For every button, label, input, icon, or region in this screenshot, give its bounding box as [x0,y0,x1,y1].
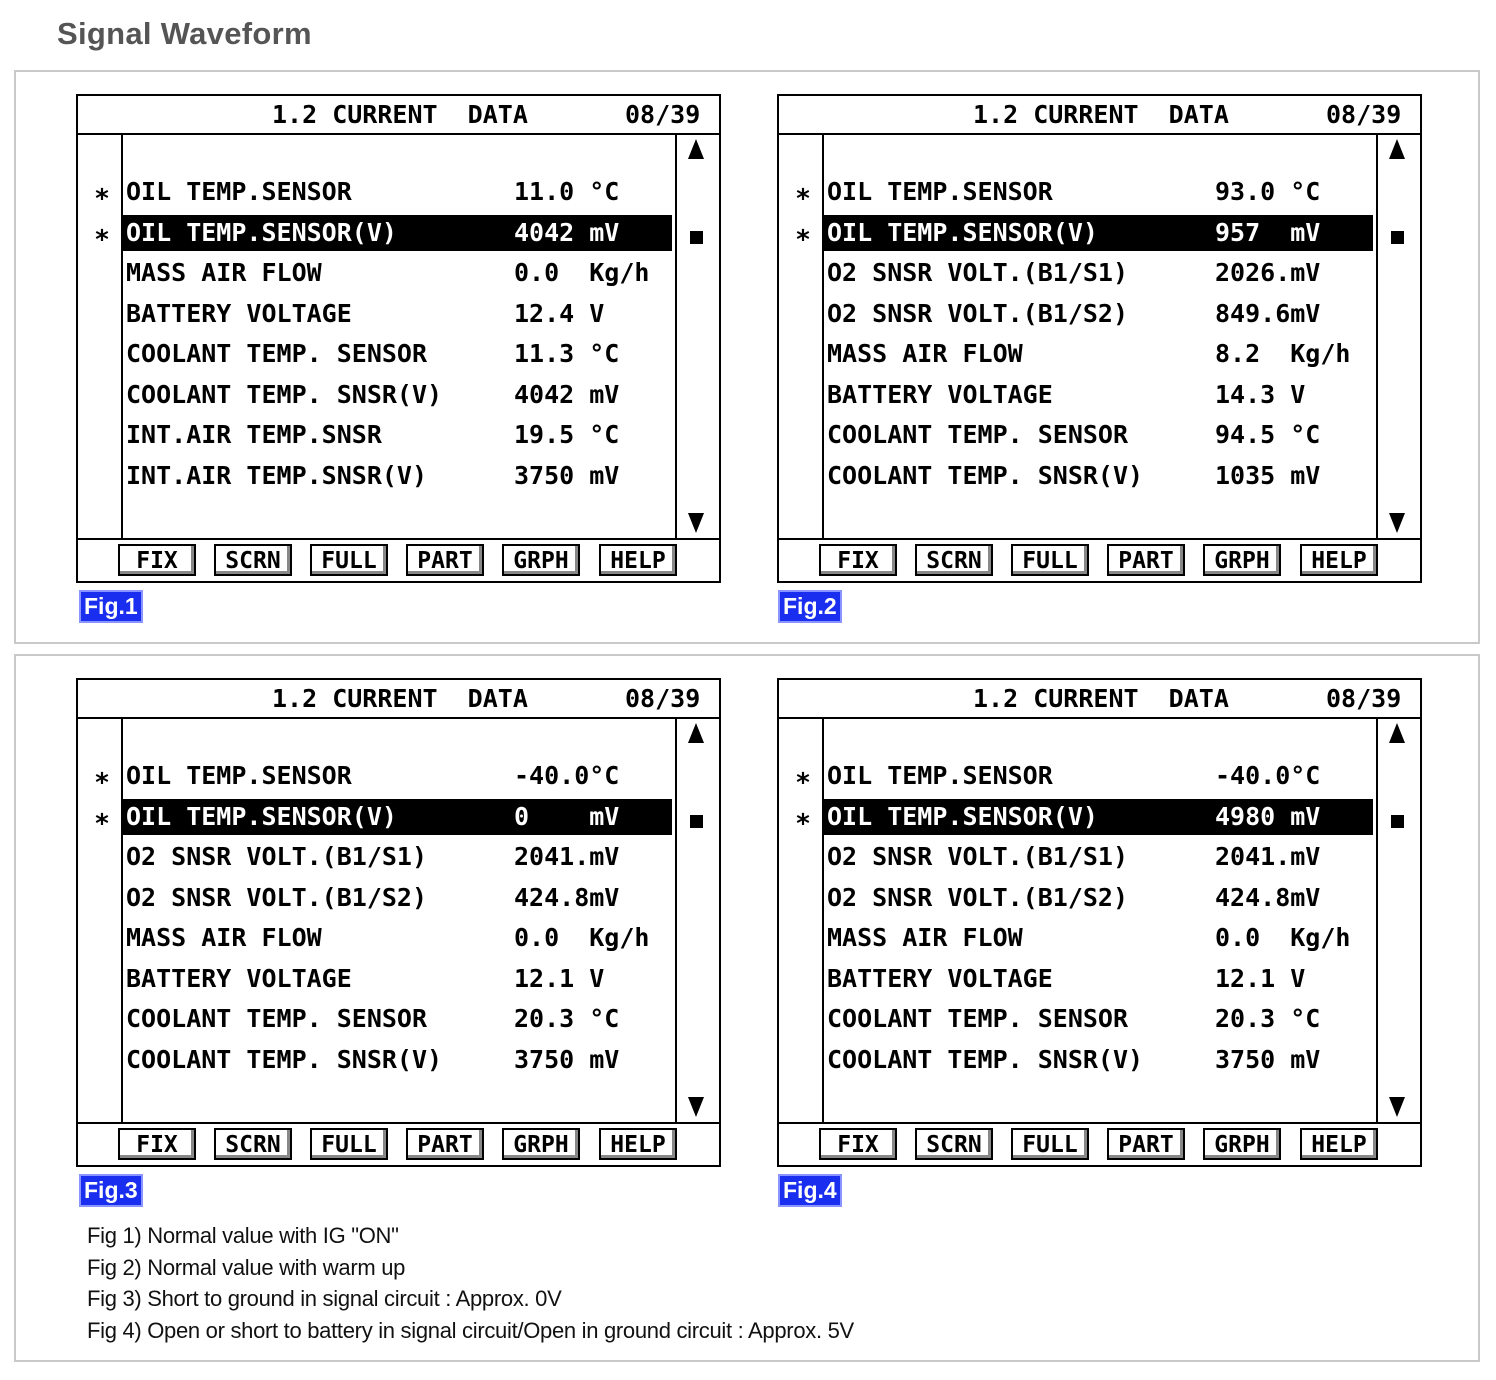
param-label: COOLANT TEMP. SENSOR [126,1004,428,1033]
param-value: 20.3 °C [514,1004,620,1033]
full-button[interactable]: FULL [1011,544,1089,576]
grph-button[interactable]: GRPH [1203,1128,1281,1160]
part-button[interactable]: PART [406,544,484,576]
note-4: Fig 4) Open or short to battery in signal circuit/Open in ground circuit : Approx. 5V [87,1317,854,1343]
function-bar [779,1122,1420,1167]
param-value: 0.0 Kg/h [514,258,650,287]
table-row[interactable] [123,880,672,916]
table-row[interactable] [123,336,672,372]
help-button[interactable]: HELP [599,1128,677,1160]
param-label: OIL TEMP.SENSOR [827,177,1053,206]
notes [87,1220,854,1346]
param-label: O2 SNSR VOLT.(B1/S2) [827,883,1129,912]
param-value: 4980 mV [1215,802,1321,831]
table-row[interactable] [123,215,672,251]
table-row[interactable] [824,1001,1373,1037]
param-label: MASS AIR FLOW [827,339,1023,368]
full-button[interactable]: FULL [310,544,388,576]
scroll-up-arrow-icon[interactable] [686,137,706,161]
panel-header [779,96,1420,135]
selected-marker: ∗ [795,220,811,250]
help-button[interactable]: HELP [1300,544,1378,576]
table-row[interactable] [824,255,1373,291]
current-data-panel [777,678,1422,1167]
table-row[interactable] [824,920,1373,956]
scroll-thumb[interactable] [1391,231,1404,244]
divider [675,135,677,538]
table-row[interactable] [123,417,672,453]
panel-title: 1.2 CURRENT DATA [973,684,1229,713]
table-row[interactable] [824,1042,1373,1078]
param-value: 8.2 Kg/h [1215,339,1351,368]
full-button[interactable]: FULL [1011,1128,1089,1160]
selected-marker: ∗ [795,179,811,209]
note-1: Fig 1) Normal value with IG "ON" [87,1223,399,1248]
param-label: COOLANT TEMP. SNSR(V) [827,461,1144,490]
param-value: 14.3 V [1215,380,1306,409]
function-bar [78,1122,719,1167]
table-row[interactable] [824,377,1373,413]
selected-marker: ∗ [94,804,110,834]
param-label: O2 SNSR VOLT.(B1/S2) [126,883,428,912]
full-button[interactable]: FULL [310,1128,388,1160]
table-row[interactable] [824,215,1373,251]
param-value: 20.3 °C [1215,1004,1321,1033]
scroll-thumb[interactable] [690,231,703,244]
param-value: 11.0 °C [514,177,620,206]
param-value: 0.0 Kg/h [1215,923,1351,952]
page-counter: 08/39 [625,684,701,713]
scroll-up-arrow-icon[interactable] [1387,137,1407,161]
table-row[interactable] [123,839,672,875]
param-label: BATTERY VOLTAGE [126,964,352,993]
scrn-button[interactable]: SCRN [214,544,292,576]
param-label: BATTERY VOLTAGE [126,299,352,328]
param-label: OIL TEMP.SENSOR [126,761,352,790]
table-row[interactable] [123,1001,672,1037]
table-row[interactable] [824,799,1373,835]
param-label: COOLANT TEMP. SNSR(V) [126,380,443,409]
scroll-up-arrow-icon[interactable] [1387,721,1407,745]
param-value: 424.8mV [1215,883,1321,912]
table-row[interactable] [824,174,1373,210]
param-value: 2026.mV [1215,258,1321,287]
param-value: 0 mV [514,802,620,831]
scroll-up-arrow-icon[interactable] [686,721,706,745]
param-value: 424.8mV [514,883,620,912]
function-bar [78,538,719,583]
scroll-down-arrow-icon[interactable] [686,511,706,535]
table-row[interactable] [123,458,672,494]
current-data-panel [76,678,721,1167]
param-value: 1035 mV [1215,461,1321,490]
fix-button[interactable]: FIX [118,1128,196,1160]
param-value: 19.5 °C [514,420,620,449]
table-row[interactable] [123,961,672,997]
param-label: BATTERY VOLTAGE [827,380,1053,409]
scrn-button[interactable]: SCRN [915,1128,993,1160]
figure-label: Fig.3 [79,1174,143,1207]
param-label: OIL TEMP.SENSOR(V) [126,802,397,831]
figure-label: Fig.4 [778,1174,842,1207]
param-value: 12.4 V [514,299,605,328]
table-row[interactable] [824,296,1373,332]
figure-label: Fig.2 [778,590,842,623]
param-value: 0.0 Kg/h [514,923,650,952]
param-value: 3750 mV [1215,1045,1321,1074]
param-label: O2 SNSR VOLT.(B1/S1) [126,842,428,871]
param-label: MASS AIR FLOW [126,258,322,287]
panel-title: 1.2 CURRENT DATA [272,100,528,129]
part-button[interactable]: PART [1107,544,1185,576]
scroll-thumb[interactable] [690,815,703,828]
scroll-thumb[interactable] [1391,815,1404,828]
param-value: 3750 mV [514,1045,620,1074]
param-label: OIL TEMP.SENSOR(V) [827,218,1098,247]
current-data-panel [76,94,721,583]
scroll-down-arrow-icon[interactable] [1387,511,1407,535]
selected-marker: ∗ [94,220,110,250]
param-value: 2041.mV [1215,842,1321,871]
divider [1376,135,1378,538]
param-label: MASS AIR FLOW [126,923,322,952]
panel-header [78,680,719,719]
table-row[interactable] [824,458,1373,494]
param-value: 11.3 °C [514,339,620,368]
divider [1376,719,1378,1122]
param-value: -40.0°C [1215,761,1321,790]
table-row[interactable] [824,336,1373,372]
panel-title: 1.2 CURRENT DATA [973,100,1229,129]
table-row[interactable] [123,920,672,956]
table-row[interactable] [123,758,672,794]
param-value: -40.0°C [514,761,620,790]
scrn-button[interactable]: SCRN [915,544,993,576]
table-row[interactable] [123,296,672,332]
fix-button[interactable]: FIX [118,544,196,576]
table-row[interactable] [123,174,672,210]
param-label: COOLANT TEMP. SENSOR [827,1004,1129,1033]
table-row[interactable] [123,1042,672,1078]
data-list [779,135,1420,538]
param-label: INT.AIR TEMP.SNSR [126,420,382,449]
param-value: 957 mV [1215,218,1321,247]
figure-label: Fig.1 [79,590,143,623]
panel-header [779,680,1420,719]
param-value: 12.1 V [514,964,605,993]
grph-button[interactable]: GRPH [1203,544,1281,576]
function-bar [779,538,1420,583]
param-value: 4042 mV [514,218,620,247]
param-label: COOLANT TEMP. SNSR(V) [126,1045,443,1074]
help-button[interactable]: HELP [1300,1128,1378,1160]
selected-marker: ∗ [795,804,811,834]
param-value: 849.6mV [1215,299,1321,328]
param-label: OIL TEMP.SENSOR(V) [126,218,397,247]
param-label: COOLANT TEMP. SENSOR [827,420,1129,449]
note-2: Fig 2) Normal value with warm up [87,1254,406,1280]
param-value: 4042 mV [514,380,620,409]
page-counter: 08/39 [1326,684,1402,713]
param-value: 93.0 °C [1215,177,1321,206]
grph-button[interactable]: GRPH [502,544,580,576]
current-data-panel [777,94,1422,583]
grph-button[interactable]: GRPH [502,1128,580,1160]
param-label: OIL TEMP.SENSOR [126,177,352,206]
page-title: Signal Waveform [57,16,312,51]
part-button[interactable]: PART [1107,1128,1185,1160]
help-button[interactable]: HELP [599,544,677,576]
param-value: 94.5 °C [1215,420,1321,449]
param-label: OIL TEMP.SENSOR [827,761,1053,790]
param-value: 12.1 V [1215,964,1306,993]
fix-button[interactable]: FIX [819,1128,897,1160]
param-label: COOLANT TEMP. SENSOR [126,339,428,368]
scroll-down-arrow-icon[interactable] [686,1095,706,1119]
table-row[interactable] [824,880,1373,916]
divider [675,719,677,1122]
data-list [78,719,719,1122]
param-value: 3750 mV [514,461,620,490]
page-counter: 08/39 [625,100,701,129]
param-label: O2 SNSR VOLT.(B1/S1) [827,842,1129,871]
table-row[interactable] [824,758,1373,794]
note-3: Fig 3) Short to ground in signal circuit : Approx. 0V [87,1286,562,1311]
param-value: 2041.mV [514,842,620,871]
part-button[interactable]: PART [406,1128,484,1160]
table-row[interactable] [123,377,672,413]
param-label: INT.AIR TEMP.SNSR(V) [126,461,428,490]
table-row[interactable] [123,799,672,835]
panel-title: 1.2 CURRENT DATA [272,684,528,713]
selected-marker: ∗ [795,763,811,793]
selected-marker: ∗ [94,763,110,793]
data-list [779,719,1420,1122]
table-row[interactable] [824,417,1373,453]
fix-button[interactable]: FIX [819,544,897,576]
table-row[interactable] [824,839,1373,875]
scroll-down-arrow-icon[interactable] [1387,1095,1407,1119]
selected-marker: ∗ [94,179,110,209]
param-label: MASS AIR FLOW [827,923,1023,952]
param-label: O2 SNSR VOLT.(B1/S2) [827,299,1129,328]
scrn-button[interactable]: SCRN [214,1128,292,1160]
table-row[interactable] [123,255,672,291]
param-label: COOLANT TEMP. SNSR(V) [827,1045,1144,1074]
param-label: BATTERY VOLTAGE [827,964,1053,993]
param-label: OIL TEMP.SENSOR(V) [827,802,1098,831]
page-counter: 08/39 [1326,100,1402,129]
data-list [78,135,719,538]
panel-header [78,96,719,135]
table-row[interactable] [824,961,1373,997]
param-label: O2 SNSR VOLT.(B1/S1) [827,258,1129,287]
